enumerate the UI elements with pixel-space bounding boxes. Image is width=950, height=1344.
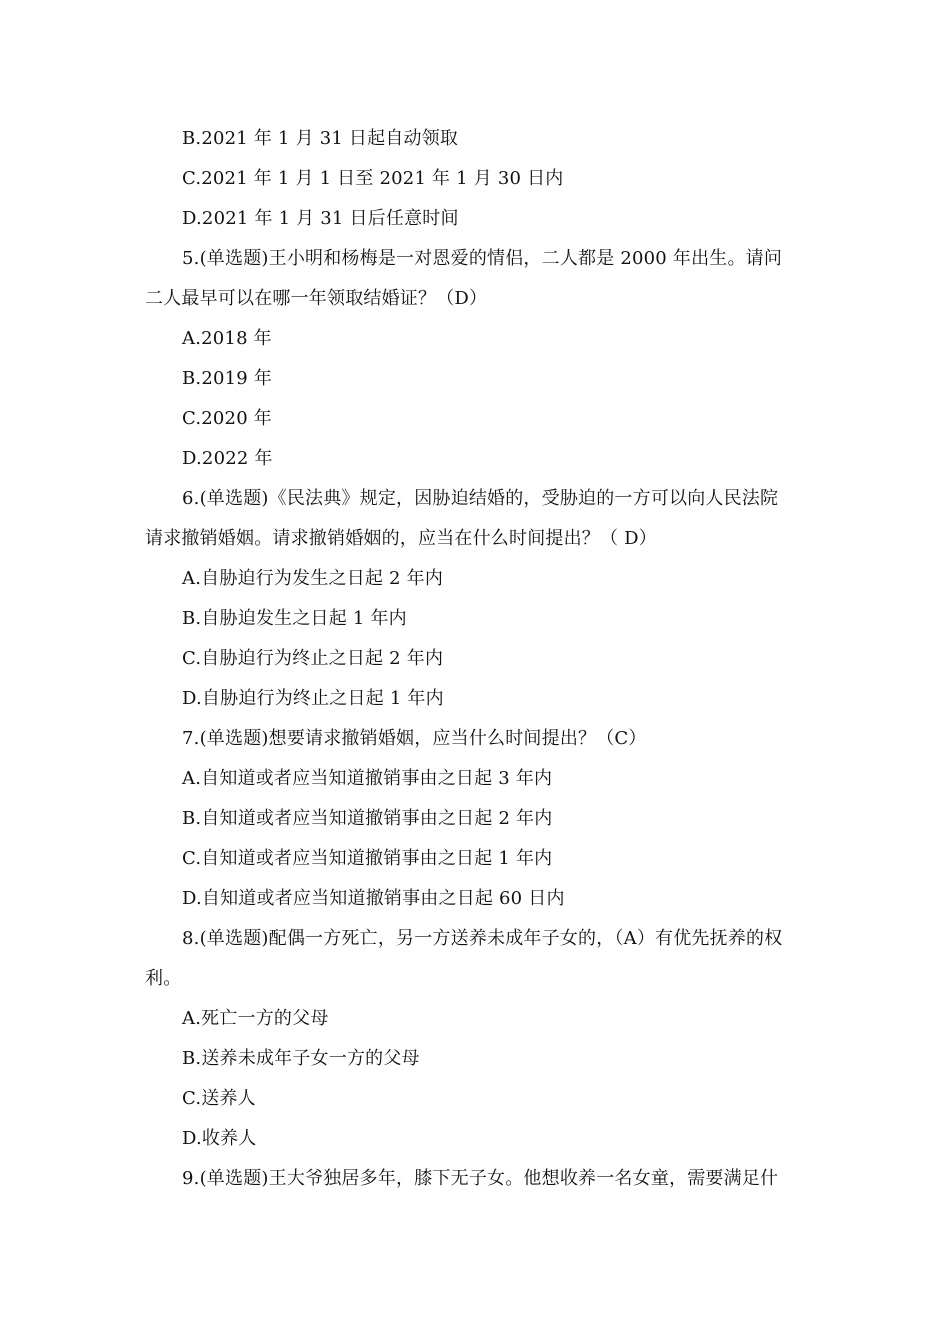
question-8-line-2: 利。 (145, 968, 182, 989)
option-c-q7: C.自知道或者应当知道撤销事由之日起 1 年内 (182, 848, 553, 869)
option-c-q4: C.2021 年 1 月 1 日至 2021 年 1 月 30 日内 (182, 168, 564, 189)
option-d-q6: D.自胁迫行为终止之日起 1 年内 (182, 688, 444, 709)
option-b-q7: B.自知道或者应当知道撤销事由之日起 2 年内 (182, 808, 553, 829)
option-b-q5: B.2019 年 (182, 368, 273, 389)
question-6-line-2: 请求撤销婚姻。请求撤销婚姻的，应当在什么时间提出？（ D） (145, 528, 657, 549)
question-8-line-1: 8.(单选题)配偶一方死亡，另一方送养未成年子女的，（A）有优先抚养的权 (182, 928, 783, 949)
option-b-q4: B.2021 年 1 月 31 日起自动领取 (182, 128, 459, 149)
option-d-q7: D.自知道或者应当知道撤销事由之日起 60 日内 (182, 888, 565, 909)
question-5-line-1: 5.(单选题)王小明和杨梅是一对恩爱的情侣，二人都是 2000 年出生。请问 (182, 248, 783, 269)
option-a-q5: A.2018 年 (182, 328, 272, 349)
option-c-q5: C.2020 年 (182, 408, 272, 429)
option-c-q6: C.自胁迫行为终止之日起 2 年内 (182, 648, 444, 669)
option-d-q8: D.收养人 (182, 1128, 257, 1149)
option-b-q6: B.自胁迫发生之日起 1 年内 (182, 608, 407, 629)
option-d-q4: D.2021 年 1 月 31 日后任意时间 (182, 208, 459, 229)
question-6-line-1: 6.(单选题)《民法典》规定，因胁迫结婚的，受胁迫的一方可以向人民法院 (182, 488, 779, 509)
question-9-line-1: 9.(单选题)王大爷独居多年，膝下无子女。他想收养一名女童，需要满足什 (182, 1168, 779, 1189)
option-b-q8: B.送养未成年子女一方的父母 (182, 1048, 420, 1069)
option-d-q5: D.2022 年 (182, 448, 273, 469)
question-5-line-2: 二人最早可以在哪一年领取结婚证？（D） (145, 288, 488, 309)
option-a-q7: A.自知道或者应当知道撤销事由之日起 3 年内 (182, 768, 553, 789)
option-c-q8: C.送养人 (182, 1088, 256, 1109)
question-7: 7.(单选题)想要请求撤销婚姻，应当什么时间提出？（C） (182, 728, 647, 749)
option-a-q8: A.死亡一方的父母 (182, 1008, 329, 1029)
option-a-q6: A.自胁迫行为发生之日起 2 年内 (182, 568, 444, 589)
